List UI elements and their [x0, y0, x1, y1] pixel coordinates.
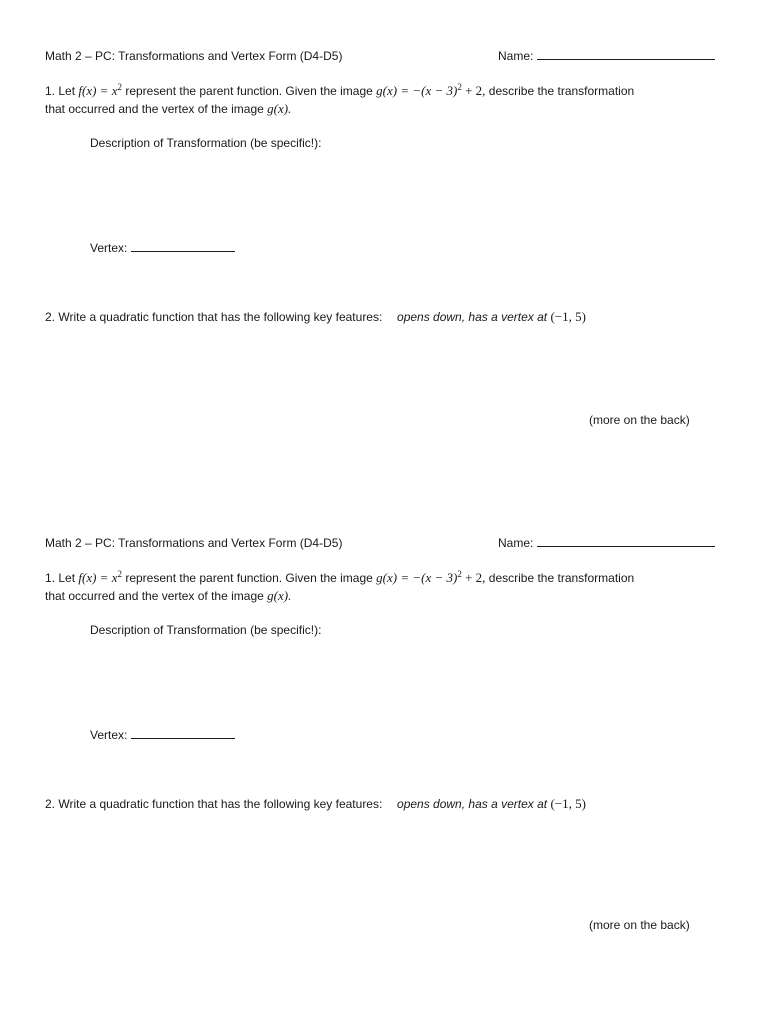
- question-number: 1.: [45, 84, 56, 98]
- name-label: Name:: [498, 536, 534, 550]
- description-label: Description of Transformation (be specific!):: [90, 623, 322, 637]
- worksheet-title: Math 2 – PC: Transformations and Vertex Form (D4-D5): [45, 49, 343, 63]
- key-features: opens down, has a vertex at: [397, 310, 548, 324]
- parent-function: [78, 570, 122, 585]
- vertex-point: (−1, 5): [550, 309, 586, 324]
- name-blank: [537, 48, 715, 60]
- question-2: [45, 309, 586, 325]
- question-text: represent the parent function. Given the image: [125, 571, 373, 585]
- vertex-blank: [131, 240, 235, 252]
- vertex-blank: [131, 727, 235, 739]
- question-number: 2.: [45, 797, 56, 811]
- description-label: Description of Transformation (be specific!):: [90, 136, 322, 150]
- question-text: that occurred and the vertex of the image: [45, 589, 264, 603]
- vertex-field: [90, 240, 235, 256]
- vertex-label: Vertex:: [90, 728, 128, 742]
- image-function-ref: g(x).: [267, 588, 292, 603]
- parent-function: [78, 83, 122, 98]
- question-1-line-1: [45, 83, 634, 100]
- question-text: describe the transformation: [488, 571, 635, 585]
- question-number: 1.: [45, 571, 56, 585]
- more-on-back-note: (more on the back): [589, 413, 690, 427]
- question-text: Let: [58, 84, 76, 98]
- image-function: [376, 570, 485, 585]
- question-1-line-2: [45, 101, 291, 117]
- question-1-line-2: [45, 588, 291, 604]
- key-features: opens down, has a vertex at: [397, 797, 548, 811]
- image-function-tail: + 2,: [465, 570, 486, 585]
- question-text: represent the parent function. Given the image: [125, 84, 373, 98]
- question-text: describe the transformation: [488, 84, 635, 98]
- worksheet-title: Math 2 – PC: Transformations and Vertex Form (D4-D5): [45, 536, 343, 550]
- worksheet-copy-2: [0, 487, 770, 977]
- question-1-line-1: [45, 570, 634, 587]
- name-field: [498, 535, 715, 551]
- question-number: 2.: [45, 310, 56, 324]
- exponent: 2: [457, 569, 462, 579]
- exponent: 2: [117, 82, 122, 92]
- exponent: 2: [457, 82, 462, 92]
- question-text: Write a quadratic function that has the following key features:: [58, 797, 383, 811]
- image-function: [376, 83, 485, 98]
- vertex-point: (−1, 5): [550, 796, 586, 811]
- image-function-tail: + 2,: [465, 83, 486, 98]
- name-field: [498, 48, 715, 64]
- name-blank: [537, 535, 715, 547]
- question-text: that occurred and the vertex of the image: [45, 102, 264, 116]
- name-label: Name:: [498, 49, 534, 63]
- exponent: 2: [117, 569, 122, 579]
- question-text: Let: [58, 571, 76, 585]
- question-2: [45, 796, 586, 812]
- image-function-expr: g(x) = −(x − 3): [376, 83, 458, 98]
- image-function-expr: g(x) = −(x − 3): [376, 570, 458, 585]
- vertex-field: [90, 727, 235, 743]
- question-text: Write a quadratic function that has the following key features:: [58, 310, 383, 324]
- image-function-ref: g(x).: [267, 101, 292, 116]
- vertex-label: Vertex:: [90, 241, 128, 255]
- worksheet-copy-1: [0, 0, 770, 490]
- more-on-back-note: (more on the back): [589, 918, 690, 932]
- parent-function-expr: f(x) = x: [78, 83, 118, 98]
- parent-function-expr: f(x) = x: [78, 570, 118, 585]
